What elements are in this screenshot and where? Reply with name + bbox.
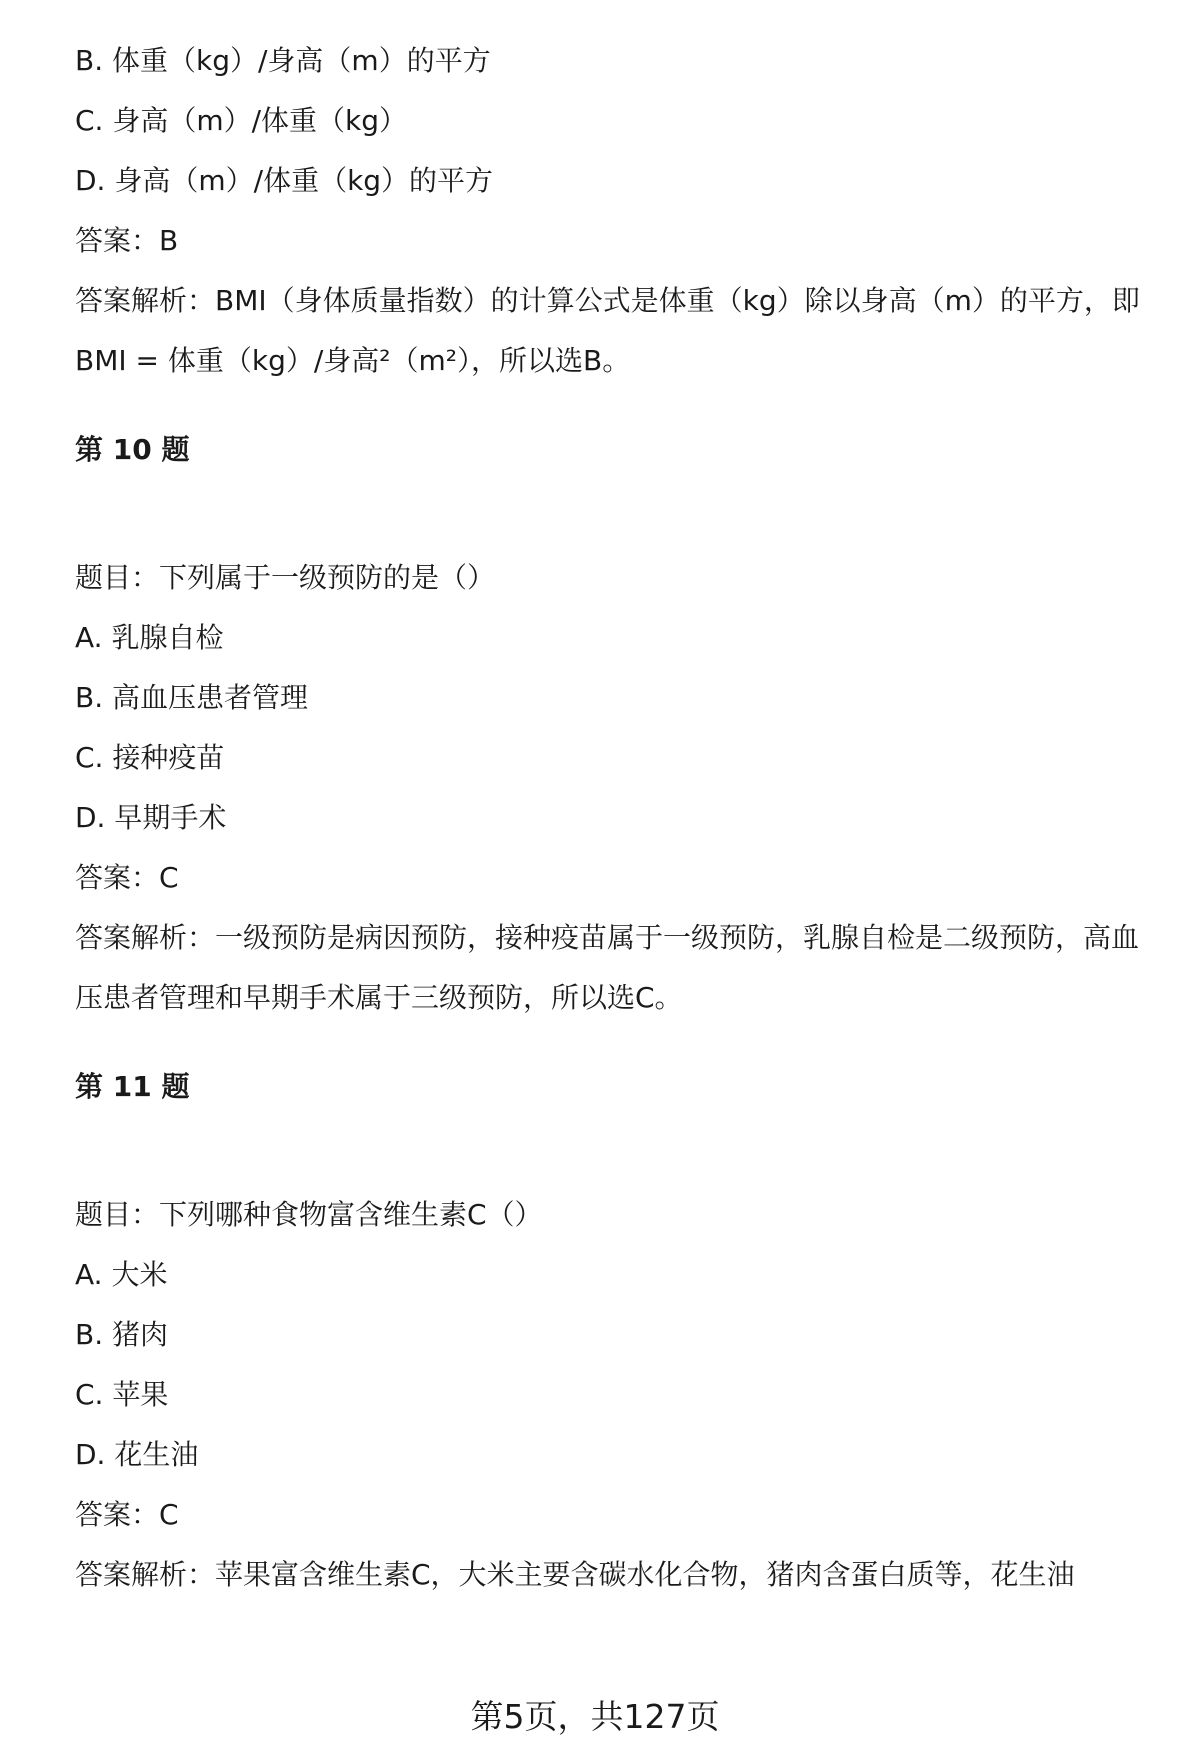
document-content bbox=[75, 44, 1145, 1605]
page-number-footer: 第5页，共127页 bbox=[470, 1697, 720, 1736]
option-b: B. 体重（kg）/身高（m）的平方 bbox=[75, 44, 491, 77]
question-heading: 第 11 题 bbox=[75, 1070, 190, 1103]
option-c: C. 苹果 bbox=[75, 1378, 169, 1411]
option-c: C. 接种疫苗 bbox=[75, 741, 225, 774]
option-a: A. 乳腺自检 bbox=[75, 621, 224, 654]
question-stem: 题目：下列属于一级预防的是（） bbox=[75, 561, 496, 594]
option-d: D. 花生油 bbox=[75, 1438, 199, 1471]
answer-explanation: 答案解析：苹果富含维生素C，大米主要含碳水化合物，猪肉含蛋白质等，花生油 bbox=[75, 1558, 1075, 1591]
question-stem: 题目：下列哪种食物富含维生素C（） bbox=[75, 1198, 543, 1231]
answer-line: 答案：C bbox=[75, 861, 179, 894]
option-b: B. 高血压患者管理 bbox=[75, 681, 309, 714]
answer-line: 答案：B bbox=[75, 224, 179, 257]
option-d: D. 早期手术 bbox=[75, 801, 227, 834]
option-b: B. 猪肉 bbox=[75, 1318, 169, 1351]
answer-explanation: 答案解析：BMI（身体质量指数）的计算公式是体重（kg）除以身高（m）的平方，即BMI = 体重（kg）/身高²（m²），所以选B。 bbox=[75, 284, 1140, 377]
option-c: C. 身高（m）/体重（kg） bbox=[75, 104, 408, 137]
answer-explanation: 答案解析：一级预防是病因预防，接种疫苗属于一级预防，乳腺自检是二级预防，高血压患者管理和早期手术属于三级预防，所以选C。 bbox=[75, 921, 1140, 1014]
option-d: D. 身高（m）/体重（kg）的平方 bbox=[75, 164, 494, 197]
answer-line: 答案：C bbox=[75, 1498, 179, 1531]
question-heading: 第 10 题 bbox=[75, 433, 190, 466]
option-a: A. 大米 bbox=[75, 1258, 168, 1291]
